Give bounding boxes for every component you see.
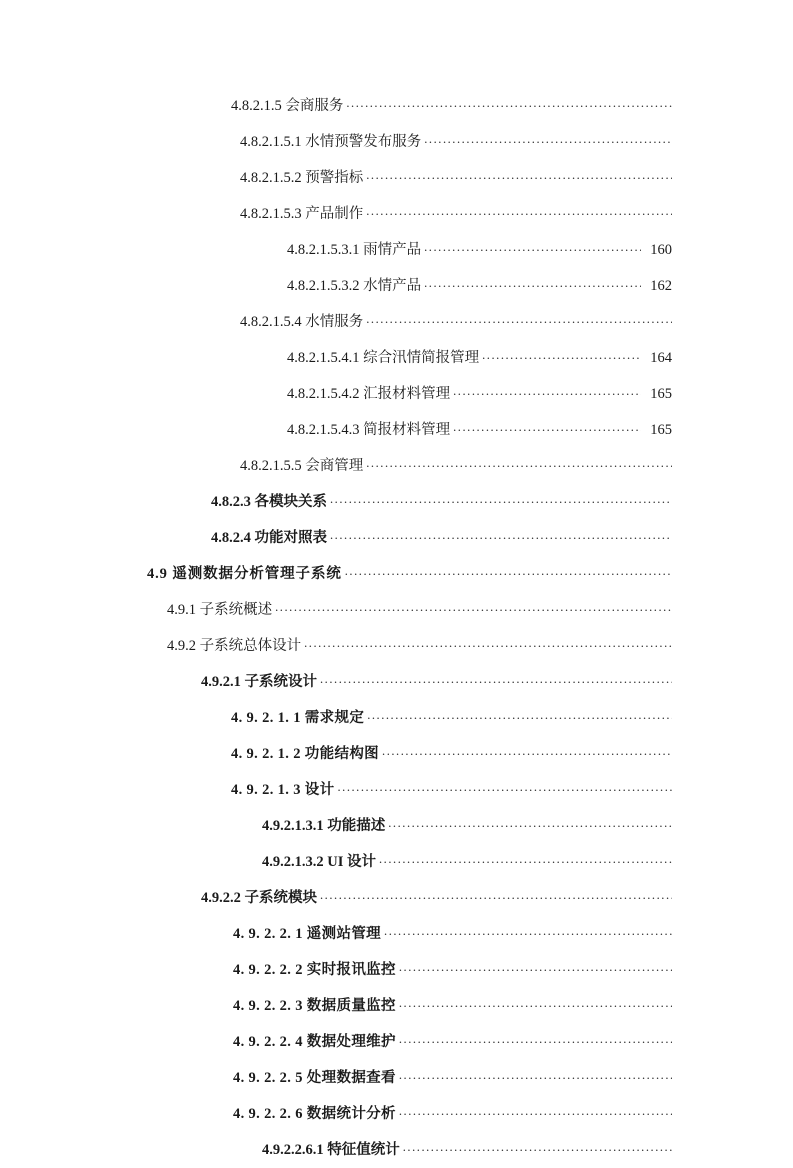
toc-dot-leader: [379, 841, 672, 877]
toc-dot-leader: [453, 409, 641, 445]
toc-entry[interactable]: [0, 484, 793, 520]
toc-entry-label: 4.9.2 子系统总体设计: [167, 638, 302, 654]
toc-dot-leader: [424, 121, 672, 157]
toc-entry-label: 4. 9. 2. 2. 4 数据处理维护: [233, 1034, 396, 1050]
toc-dot-leader: [275, 589, 672, 625]
toc-entry-label: 4.8.2.4 功能对照表: [211, 530, 327, 546]
toc-page-number: 165: [650, 422, 672, 438]
toc-entry[interactable]: [0, 916, 793, 952]
toc-entry-label: 4.8.2.1.5.4 水情服务: [240, 314, 364, 330]
toc-entry-label: 4.9.2.1.3.1 功能描述: [262, 818, 386, 834]
toc-entry[interactable]: [0, 808, 793, 844]
toc-entry-label: 4.8.2.1.5.5 会商管理: [240, 458, 364, 474]
toc-dot-leader: [424, 229, 641, 265]
toc-entry[interactable]: [0, 88, 793, 124]
toc-entry-label: 4. 9. 2. 2. 1 遥测站管理: [233, 926, 382, 942]
toc-entry-label: 4.8.2.1.5.3.2 水情产品: [287, 278, 422, 294]
toc-dot-leader: [366, 193, 672, 229]
toc-dot-leader: [320, 661, 672, 697]
toc-entry-label: 4. 9. 2. 1. 2 功能结构图: [231, 746, 380, 762]
toc-entry[interactable]: [0, 376, 793, 412]
toc-dot-leader: [382, 733, 672, 769]
toc-entry[interactable]: [0, 412, 793, 448]
toc-entry[interactable]: [0, 1096, 793, 1132]
toc-entry[interactable]: [0, 736, 793, 772]
toc-entry[interactable]: [0, 448, 793, 484]
toc-entry-label: 4.9 遥测数据分析管理子系统: [147, 566, 342, 582]
toc-entry-label: 4.8.2.1.5.4.3 简报材料管理: [287, 422, 451, 438]
toc-entry-label: 4.8.2.1.5.2 预警指标: [240, 170, 364, 186]
toc-entry-label: 4.8.2.1.5.1 水情预警发布服务: [240, 134, 422, 150]
toc-dot-leader: [367, 697, 672, 733]
toc-entry-label: 4. 9. 2. 2. 6 数据统计分析: [233, 1106, 396, 1122]
toc-entry-list: [0, 88, 793, 1168]
toc-page-number: 162: [650, 278, 672, 294]
toc-entry[interactable]: [0, 700, 793, 736]
toc-entry[interactable]: [0, 160, 793, 196]
toc-entry[interactable]: [0, 1024, 793, 1060]
toc-dot-leader: [399, 949, 672, 985]
toc-entry[interactable]: [0, 556, 793, 592]
toc-dot-leader: [399, 985, 672, 1021]
toc-dot-leader: [399, 1057, 672, 1093]
toc-dot-leader: [320, 877, 672, 913]
toc-dot-leader: [346, 85, 672, 121]
toc-entry-label: 4.8.2.1.5.3.1 雨情产品: [287, 242, 422, 258]
toc-entry-label: 4.9.2.1.3.2 UI 设计: [262, 854, 376, 870]
toc-entry-label: 4.9.2.2.6.1 特征值统计: [262, 1142, 400, 1158]
toc-entry-label: 4.8.2.1.5.4.2 汇报材料管理: [287, 386, 451, 402]
toc-page-number: 160: [650, 242, 672, 258]
toc-entry[interactable]: [0, 952, 793, 988]
toc-dot-leader: [366, 445, 672, 481]
toc-dot-leader: [388, 805, 672, 841]
toc-entry[interactable]: [0, 880, 793, 916]
toc-entry-label: 4. 9. 2. 2. 5 处理数据查看: [233, 1070, 396, 1086]
toc-dot-leader: [304, 625, 672, 661]
toc-dot-leader: [330, 481, 672, 517]
toc-entry[interactable]: [0, 988, 793, 1024]
toc-page-number: 164: [650, 350, 672, 366]
toc-dot-leader: [453, 373, 641, 409]
toc-dot-leader: [366, 157, 672, 193]
toc-entry-label: 4. 9. 2. 1. 3 设计: [231, 782, 335, 798]
toc-entry[interactable]: [0, 772, 793, 808]
toc-page-number: 165: [650, 386, 672, 402]
toc-dot-leader: [482, 337, 641, 373]
toc-entry-label: 4.9.2.2 子系统模块: [201, 890, 317, 906]
toc-entry-label: 4. 9. 2. 2. 2 实时报讯监控: [233, 962, 396, 978]
toc-entry-label: 4.9.1 子系统概述: [167, 602, 273, 618]
toc-entry-label: 4.8.2.1.5.4.1 综合汛情简报管理: [287, 350, 480, 366]
toc-dot-leader: [399, 1093, 672, 1129]
toc-entry[interactable]: [0, 844, 793, 880]
toc-entry[interactable]: [0, 196, 793, 232]
toc-dot-leader: [366, 301, 672, 337]
toc-dot-leader: [403, 1129, 672, 1165]
toc-entry-label: 4. 9. 2. 1. 1 需求规定: [231, 710, 365, 726]
toc-entry[interactable]: [0, 124, 793, 160]
toc-entry-label: 4.8.2.3 各模块关系: [211, 494, 327, 510]
toc-entry-label: 4.8.2.1.5 会商服务: [231, 98, 344, 114]
toc-entry[interactable]: [0, 268, 793, 304]
toc-dot-leader: [384, 913, 672, 949]
toc-dot-leader: [345, 553, 672, 589]
toc-dot-leader: [399, 1021, 672, 1057]
toc-entry[interactable]: [0, 232, 793, 268]
toc-dot-leader: [330, 517, 672, 553]
toc-dot-leader: [424, 265, 641, 301]
toc-entry[interactable]: [0, 1132, 793, 1168]
toc-dot-leader: [337, 769, 672, 805]
toc-entry[interactable]: [0, 520, 793, 556]
toc-entry[interactable]: [0, 664, 793, 700]
toc-entry[interactable]: [0, 304, 793, 340]
toc-entry[interactable]: [0, 628, 793, 664]
toc-entry-label: 4.9.2.1 子系统设计: [201, 674, 317, 690]
toc-entry[interactable]: [0, 1060, 793, 1096]
toc-entry-label: 4.8.2.1.5.3 产品制作: [240, 206, 364, 222]
toc-entry-label: 4. 9. 2. 2. 3 数据质量监控: [233, 998, 396, 1014]
toc-entry[interactable]: [0, 592, 793, 628]
toc-entry[interactable]: [0, 340, 793, 376]
